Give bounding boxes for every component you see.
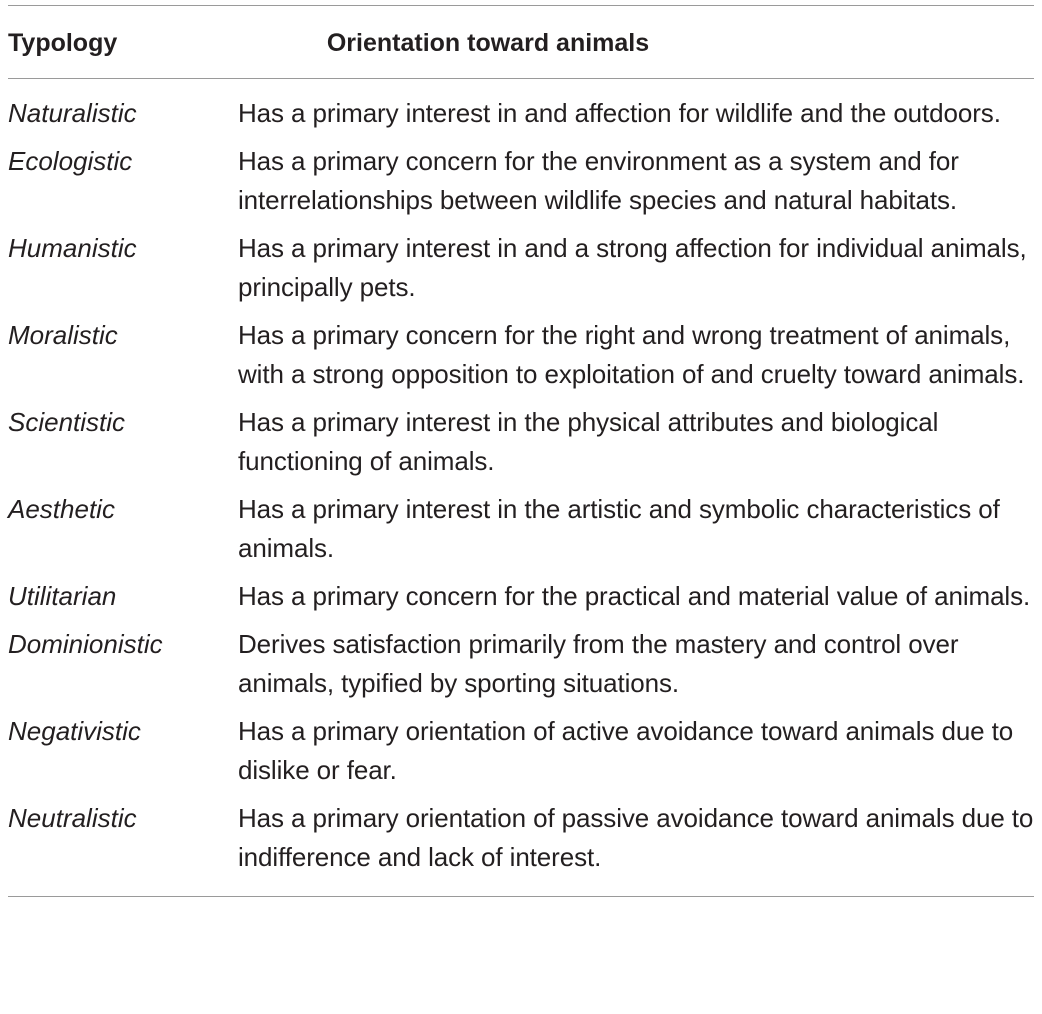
header-typology: Typology bbox=[8, 28, 118, 57]
orientation-cell: Has a primary concern for the right and wrong treatment of animals, with a strong opposition to exploitation of and cruelty toward animals. bbox=[238, 320, 1025, 389]
header-orientation: Orientation toward animals bbox=[326, 28, 650, 57]
table-row bbox=[8, 94, 1034, 133]
table-row bbox=[8, 403, 1034, 481]
typology-cell: Dominionistic bbox=[8, 629, 163, 659]
typology-table bbox=[8, 0, 1034, 897]
orientation-cell: Has a primary interest in the physical attributes and biological functioning of animals. bbox=[238, 407, 939, 476]
orientation-cell: Has a primary orientation of active avoidance toward animals due to dislike or fear. bbox=[238, 716, 1014, 785]
typology-cell: Negativistic bbox=[8, 716, 141, 746]
table-body bbox=[8, 79, 1034, 896]
table-row bbox=[8, 712, 1034, 790]
typology-cell: Neutralistic bbox=[8, 803, 137, 833]
typology-cell: Ecologistic bbox=[8, 146, 133, 176]
typology-cell: Humanistic bbox=[8, 233, 137, 263]
table-row bbox=[8, 490, 1034, 568]
typology-cell: Aesthetic bbox=[8, 494, 115, 524]
table-header bbox=[8, 6, 1034, 78]
orientation-cell: Has a primary interest in the artistic and symbolic characteristics of animals. bbox=[238, 494, 1000, 563]
orientation-cell: Has a primary orientation of passive avoidance toward animals due to indifference and lack of interest. bbox=[238, 803, 1034, 872]
table-row bbox=[8, 625, 1034, 703]
orientation-cell: Has a primary concern for the practical and material value of animals. bbox=[238, 581, 1031, 611]
typology-cell: Utilitarian bbox=[8, 581, 117, 611]
table-row bbox=[8, 142, 1034, 220]
table-row bbox=[8, 229, 1034, 307]
table-row bbox=[8, 577, 1034, 616]
typology-cell: Scientistic bbox=[8, 407, 126, 437]
table-row bbox=[8, 316, 1034, 394]
typology-cell: Moralistic bbox=[8, 320, 118, 350]
table-bottom-rule bbox=[8, 896, 1034, 897]
table-row bbox=[8, 799, 1034, 877]
orientation-cell: Has a primary interest in and affection for wildlife and the outdoors. bbox=[238, 98, 1001, 128]
orientation-cell: Has a primary concern for the environment as a system and for interrelationships between wildlife species and natural habitats. bbox=[238, 146, 959, 215]
typology-cell: Naturalistic bbox=[8, 98, 137, 128]
orientation-cell: Has a primary interest in and a strong affection for individual animals, principally pets. bbox=[238, 233, 1027, 302]
orientation-cell: Derives satisfaction primarily from the mastery and control over animals, typified by sporting situations. bbox=[238, 629, 959, 698]
